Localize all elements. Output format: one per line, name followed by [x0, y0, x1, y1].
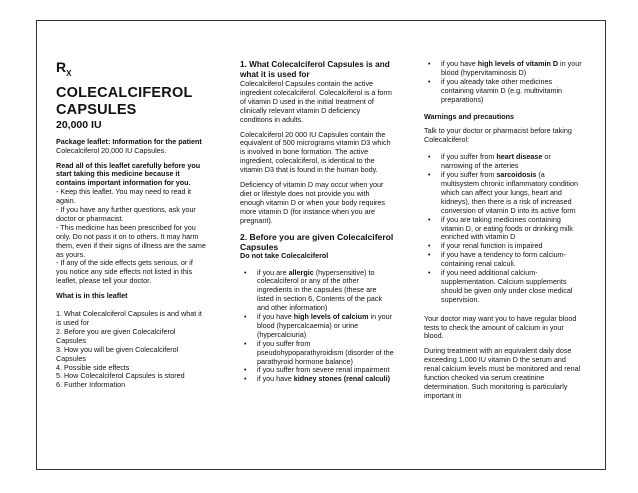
section-2-subheading: Do not take Colecalciferol	[240, 250, 329, 260]
list-item: • if you are allergic (hypersensitive) to colecalciferol or any of the other ingredients in the capsules (these are listed in section 6, Contents of the pack and other information)	[240, 269, 394, 314]
list-item: • if you have a tendency to form calcium-containing renal calculi.	[424, 251, 582, 269]
contraindication-list-continued	[424, 60, 582, 105]
column-right	[424, 60, 582, 407]
package-leaflet-block	[56, 138, 206, 156]
list-item: • if you have high levels of calcium in your blood (hypercalcaemia) or urine (hypercalciuria)	[240, 313, 394, 340]
table-of-contents	[56, 310, 206, 390]
section-1-paragraph: Deficiency of vitamin D may occur when your diet or lifestyle does not provide you with enough vitamin D or when your body requires more vitamin D (for instance when you are pregnant).	[240, 180, 386, 225]
section-2-heading: 2. Before you are given Colecalciferol Capsules	[240, 231, 394, 252]
product-title: COLECALCIFEROL CAPSULES	[56, 84, 193, 118]
warnings-list	[424, 153, 582, 304]
section-1-paragraph: Colecalciferol 20 000 IU Capsules contain the equivalent of 500 micrograms vitamin D3 which is involved in bone formation. The active ingredient, colecalciferol, is identical to the vitamin D3 that is found in the human body.	[240, 129, 391, 175]
warnings-intro: Talk to your doctor or pharmacist before taking Colecalciferol:	[424, 126, 572, 145]
list-item: • if you suffer from severe renal impairment	[240, 366, 394, 375]
toc-item: 3. How you will be given Colecalciferol Capsules	[56, 344, 179, 363]
contraindication-list	[240, 269, 394, 385]
column-middle	[240, 60, 394, 390]
column-left	[56, 60, 206, 396]
package-subtitle: Colecalciferol 20,000 IU Capsules.	[56, 145, 167, 155]
read-leaflet-block	[56, 162, 206, 287]
list-item: • if you have kidney stones (renal calculi)	[240, 375, 394, 384]
warnings-heading: Warnings and precautions	[424, 111, 514, 121]
list-item: • if you suffer from heart disease or narrowing of the arteries	[424, 153, 582, 171]
section-1-paragraph: Colecalciferol Capsules contain the active ingredient colecalciferol. Colecalciferol is a form of vitamin D used in the initial treatment of clinically relevant vitamin D deficiency conditions in adults.	[240, 79, 392, 124]
list-item: • if you need additional calcium-supplementation. Calcium supplements should be given only under close medical supervision.	[424, 269, 582, 305]
read-item: - Keep this leaflet. You may need to read it again.	[56, 187, 192, 206]
package-heading: Package leaflet: Information for the patient	[56, 136, 202, 146]
list-item: • if you have high levels of vitamin D in your blood (hypervitaminosis D)	[424, 60, 582, 78]
read-heading: Read all of this leaflet carefully before you start taking this medicine because it contains important information for you.	[56, 160, 201, 188]
rx-symbol: $R_X$	[56, 59, 72, 78]
product-dose: 20,000 IU	[56, 118, 102, 131]
blood-test-paragraph: Your doctor may want you to have regular blood tests to check the amount of calcium in your blood.	[424, 313, 577, 341]
read-item: - If you have any further questions, ask your doctor or pharmacist.	[56, 205, 196, 223]
toc-item: 6. Further Information	[56, 380, 126, 390]
section-1-heading: 1. What Colecalciferol Capsules is and what it is used for	[240, 60, 390, 79]
toc-item: 1. What Colecalciferol Capsules is and what it is used for	[56, 309, 202, 328]
list-item: • if your renal function is impaired	[424, 242, 582, 251]
list-item: • if you already take other medicines containing vitamin D (e.g. multivitamin preparations)	[424, 78, 582, 105]
treatment-paragraph: During treatment with an equivalent daily dose exceeding 1,000 IU vitamin D the serum and renal calcium levels must be monitored and renal function checked via serum creatinine determination. Such monitoring is particularly important in	[424, 346, 581, 400]
list-item: • if you are taking medicines containing vitamin D, or eating foods or drinking milk enriched with vitamin D	[424, 216, 582, 243]
list-item: • if you suffer from sarcoidosis (a multisystem chronic inflammatory condition which can affect your lungs, heart and kidneys), then there is a risk of increased conversion of vitamin D into its active form	[424, 171, 582, 216]
read-item: - This medicine has been prescribed for you only. Do not pass it on to others. It may harm them, even if their signs of illness are the same as yours.	[56, 222, 206, 259]
toc-item: 4. Possible side effects	[56, 362, 130, 372]
read-item: - If any of the side effects gets serious, or if you notice any side effects not listed in this leaflet, please tell your doctor.	[56, 258, 193, 286]
list-item: • if you suffer from pseudohypoparathyroidism (disorder of the parathyroid hormone balance)	[240, 340, 394, 367]
toc-item: 2. Before you are given Colecalciferol Capsules	[56, 326, 176, 345]
toc-heading: What is in this leaflet	[56, 291, 128, 301]
toc-item: 5. How Colecalciferol Capsules is stored	[56, 371, 185, 381]
